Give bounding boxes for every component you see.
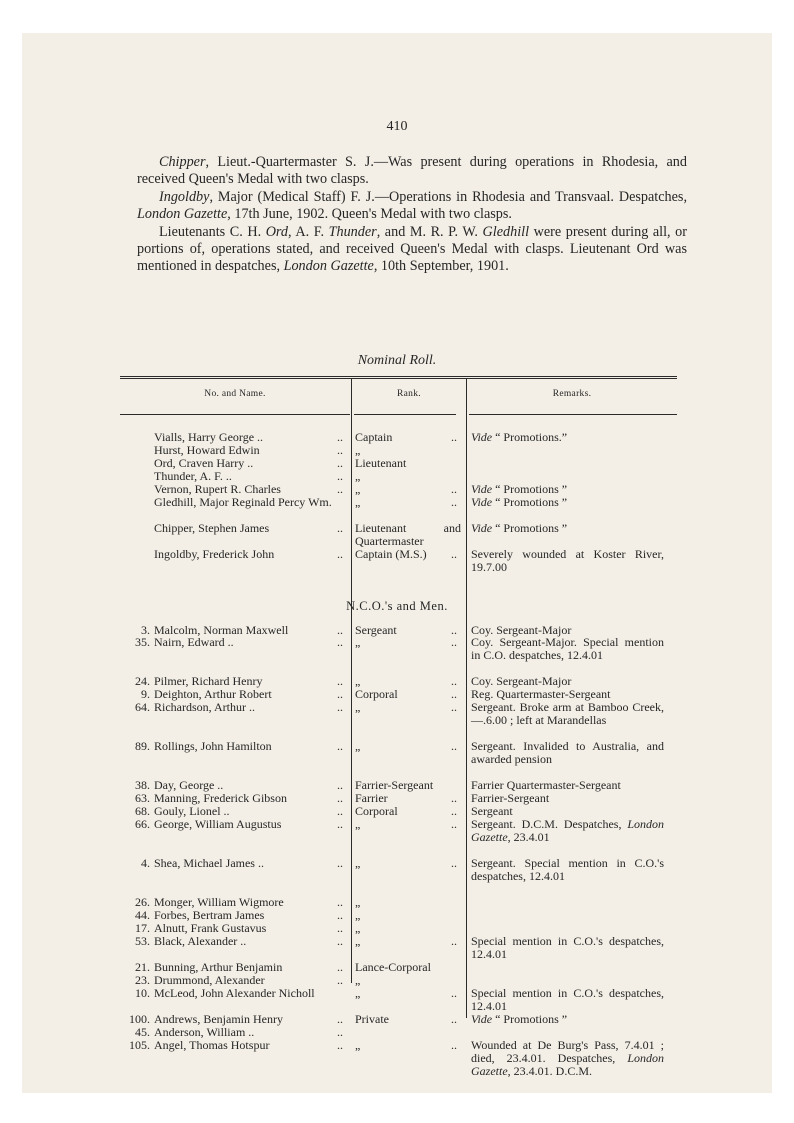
roll-name: Hurst, Howard Edwin xyxy=(154,443,260,457)
leader-dots: .. xyxy=(337,960,343,974)
roll-number: 21. xyxy=(135,960,150,974)
roll-remarks: Severely wounded at Koster River, 19.7.00 xyxy=(471,547,664,574)
roll-number: 10. xyxy=(135,986,150,1000)
roll-number: 64. xyxy=(135,700,150,714)
intro-body: , Major (Medical Staff) F. J.—Operations in Rhodesia and Transvaal. Despatches, London Gazette, 17th June, 1902. Queen's Medal with two clasps. xyxy=(137,188,687,223)
roll-remarks: Vide “ Promotions ” xyxy=(471,1012,568,1026)
intro-body: , A. F. Thunder, and M. R. P. W. Gledhill were present during all, or portions of, operations stated, and received Queen's Medal with clasps. Lieutenant Ord was mentioned in despatches, London Gazette, 10th September, 1901. xyxy=(137,223,687,275)
roll-name: Nairn, Edward .. xyxy=(154,635,234,649)
roll-rank: „ xyxy=(355,495,361,509)
roll-name: Vernon, Rupert R. Charles xyxy=(154,482,281,496)
intro-surname: Chipper xyxy=(159,154,206,170)
roll-rank: „ xyxy=(355,986,361,1000)
column-divider-remarks xyxy=(466,378,467,1018)
roll-name: McLeod, John Alexander Nicholl xyxy=(154,986,315,1000)
roll-remarks: Sergeant. Special mention in C.O.'s despatches, 12.4.01 xyxy=(471,856,664,883)
roll-rank: Sergeant xyxy=(355,623,397,637)
header-rule-remarks xyxy=(469,414,677,415)
roll-name: Day, George .. xyxy=(154,778,224,792)
leader-dots: .. xyxy=(451,547,457,561)
roll-name: Gouly, Lionel .. xyxy=(154,804,230,818)
leader-dots: .. xyxy=(451,817,457,831)
roll-name: Andrews, Benjamin Henry xyxy=(154,1012,283,1026)
roll-name: Black, Alexander .. xyxy=(154,934,247,948)
roll-remarks: Farrier-Sergeant xyxy=(471,791,550,805)
leader-dots: .. xyxy=(337,443,343,457)
leader-dots: .. xyxy=(451,791,457,805)
leader-dots: .. xyxy=(337,1025,343,1039)
roll-number: 17. xyxy=(135,921,150,935)
roll-rank: Lieutenant and Quartermaster xyxy=(355,521,461,548)
intro-paragraph-chipper xyxy=(137,154,687,189)
scanned-page xyxy=(22,33,772,1093)
header-rank: Rank. xyxy=(397,389,421,399)
roll-name: Manning, Frederick Gibson xyxy=(154,791,287,805)
roll-remarks: Reg. Quartermaster-Sergeant xyxy=(471,687,611,701)
roll-remarks: Sergeant. D.C.M. Despatches, London Gazette, 23.4.01 xyxy=(471,817,664,844)
header-remarks: Remarks. xyxy=(552,389,592,399)
roll-number: 63. xyxy=(135,791,150,805)
roll-name: Richardson, Arthur .. xyxy=(154,700,255,714)
roll-name: Rollings, John Hamilton xyxy=(154,739,272,753)
leader-dots: .. xyxy=(337,430,343,444)
roll-remarks: Coy. Sergeant-Major xyxy=(471,623,572,637)
roll-remarks: Coy. Sergeant-Major. Special mention in C.O. despatches, 12.4.01 xyxy=(471,635,664,662)
leader-dots: .. xyxy=(337,921,343,935)
intro-body: , Lieut.-Quartermaster S. J.—Was present during operations in Rhodesia, and received Queen's Medal with two clasps. xyxy=(137,154,687,188)
leader-dots: .. xyxy=(337,1012,343,1026)
roll-name: Drummond, Alexander xyxy=(154,973,265,987)
leader-dots: .. xyxy=(337,674,343,688)
leader-dots: .. xyxy=(337,973,343,987)
roll-rank: „ xyxy=(355,443,361,457)
roll-number: 44. xyxy=(135,908,150,922)
roll-rank: Farrier xyxy=(355,791,388,805)
leader-dots: .. xyxy=(337,804,343,818)
intro-lead: Lieutenants C. H. xyxy=(159,223,266,240)
roll-name: George, William Augustus xyxy=(154,817,282,831)
intro-text xyxy=(137,154,687,276)
leader-dots: .. xyxy=(337,635,343,649)
roll-number: 9. xyxy=(141,687,150,701)
roll-name: Malcolm, Norman Maxwell xyxy=(154,623,289,637)
leader-dots: .. xyxy=(337,687,343,701)
roll-name: Ord, Craven Harry .. xyxy=(154,456,254,470)
leader-dots: .. xyxy=(337,456,343,470)
roll-number: 68. xyxy=(135,804,150,818)
roll-remarks: Farrier Quartermaster-Sergeant xyxy=(471,778,621,792)
roll-remarks: Vide “ Promotions ” xyxy=(471,495,568,509)
roll-name: Anderson, William .. xyxy=(154,1025,255,1039)
roll-rank: Captain (M.S.) xyxy=(355,547,427,561)
roll-number: 3. xyxy=(141,623,150,637)
roll-number: 100. xyxy=(129,1012,150,1026)
leader-dots: .. xyxy=(451,674,457,688)
roll-name: Angel, Thomas Hotspur xyxy=(154,1038,270,1052)
table-top-rule-double xyxy=(120,378,677,379)
header-rule-name xyxy=(120,414,350,415)
roll-rank: Corporal xyxy=(355,804,398,818)
intro-surname: Ingoldby xyxy=(159,188,210,205)
roll-name: Forbes, Bertram James xyxy=(154,908,265,922)
column-divider-rank xyxy=(351,378,352,983)
leader-dots: .. xyxy=(337,700,343,714)
leader-dots: .. xyxy=(337,895,343,909)
roll-remarks: Sergeant xyxy=(471,804,513,818)
nominal-roll-title: Nominal Roll. xyxy=(357,353,437,368)
leader-dots: .. xyxy=(451,430,457,444)
men-section-title: N.C.O.'s and Men. xyxy=(346,599,448,613)
roll-rank: „ xyxy=(355,1038,361,1052)
roll-rank: Private xyxy=(355,1012,389,1026)
roll-number: 24. xyxy=(135,674,150,688)
page-number: 410 xyxy=(386,119,408,134)
roll-rank: „ xyxy=(355,739,361,753)
roll-remarks: Coy. Sergeant-Major xyxy=(471,674,572,688)
leader-dots: .. xyxy=(451,739,457,753)
leader-dots: .. xyxy=(337,739,343,753)
leader-dots: .. xyxy=(337,908,343,922)
roll-rank: „ xyxy=(355,674,361,688)
roll-remarks: Vide “ Promotions.” xyxy=(471,430,568,444)
table-top-rule xyxy=(120,376,677,377)
leader-dots: .. xyxy=(451,804,457,818)
leader-dots: .. xyxy=(451,1038,457,1052)
roll-remarks: Special mention in C.O.'s despatches, 12.4.01 xyxy=(471,986,664,1013)
leader-dots: .. xyxy=(337,791,343,805)
roll-rank: „ xyxy=(355,895,361,909)
leader-dots: .. xyxy=(451,700,457,714)
roll-number: 53. xyxy=(135,934,150,948)
roll-number: 66. xyxy=(135,817,150,831)
roll-number: 89. xyxy=(135,739,150,753)
header-rule-rank xyxy=(354,414,456,415)
leader-dots: .. xyxy=(337,521,343,535)
roll-number: 26. xyxy=(135,895,150,909)
leader-dots: .. xyxy=(337,469,343,483)
leader-dots: .. xyxy=(337,817,343,831)
roll-number: 4. xyxy=(141,856,150,870)
roll-name: Bunning, Arthur Benjamin xyxy=(154,960,283,974)
leader-dots: .. xyxy=(451,635,457,649)
leader-dots: .. xyxy=(337,547,343,561)
roll-rank: Captain xyxy=(355,430,393,444)
roll-remarks: Sergeant. Invalided to Australia, and awarded pension xyxy=(471,739,664,766)
roll-remarks: Sergeant. Broke arm at Bamboo Creek, —.6.00 ; left at Marandellas xyxy=(471,700,664,727)
roll-name: Deighton, Arthur Robert xyxy=(154,687,272,701)
leader-dots: .. xyxy=(451,856,457,870)
leader-dots: .. xyxy=(337,778,343,792)
intro-paragraph-ingoldby xyxy=(137,189,687,224)
roll-rank: „ xyxy=(355,635,361,649)
roll-number: 45. xyxy=(135,1025,150,1039)
roll-rank: „ xyxy=(355,856,361,870)
roll-name: Monger, William Wigmore xyxy=(154,895,284,909)
roll-name: Vialls, Harry George .. xyxy=(154,430,264,444)
roll-rank: Lieutenant xyxy=(355,456,407,470)
roll-rank: „ xyxy=(355,482,361,496)
roll-number: 38. xyxy=(135,778,150,792)
roll-remarks: Wounded at De Burg's Pass, 7.4.01 ; died, 23.4.01. Despatches, London Gazette, 23.4.01. D.C.M. xyxy=(471,1038,664,1078)
roll-rank: „ xyxy=(355,973,361,987)
roll-remarks: Vide “ Promotions ” xyxy=(471,521,568,535)
leader-dots: .. xyxy=(451,687,457,701)
roll-name: Thunder, A. F. .. xyxy=(154,469,232,483)
roll-number: 35. xyxy=(135,635,150,649)
leader-dots: .. xyxy=(451,482,457,496)
leader-dots: .. xyxy=(451,495,457,509)
roll-rank: Corporal xyxy=(355,687,398,701)
roll-rank: „ xyxy=(355,817,361,831)
roll-name: Shea, Michael James .. xyxy=(154,856,264,870)
leader-dots: .. xyxy=(451,1012,457,1026)
roll-name: Gledhill, Major Reginald Percy Wm. xyxy=(154,495,332,509)
roll-rank: „ xyxy=(355,934,361,948)
intro-paragraph-lieutenants xyxy=(137,224,687,276)
leader-dots: .. xyxy=(337,482,343,496)
leader-dots: .. xyxy=(337,856,343,870)
header-name: No. and Name. xyxy=(204,389,266,399)
leader-dots: .. xyxy=(451,934,457,948)
roll-rank: Lance-Corporal xyxy=(355,960,431,974)
roll-number: 105. xyxy=(129,1038,150,1052)
roll-rank: „ xyxy=(355,469,361,483)
roll-name: Ingoldby, Frederick John xyxy=(154,547,275,561)
intro-surname: Ord xyxy=(265,223,289,240)
roll-name: Alnutt, Frank Gustavus xyxy=(154,921,267,935)
roll-name: Chipper, Stephen James xyxy=(154,521,270,535)
roll-rank: „ xyxy=(355,908,361,922)
leader-dots: .. xyxy=(451,986,457,1000)
roll-name: Pilmer, Richard Henry xyxy=(154,674,263,688)
roll-remarks: Special mention in C.O.'s despatches, 12.4.01 xyxy=(471,934,664,961)
leader-dots: .. xyxy=(337,934,343,948)
roll-remarks: Vide “ Promotions ” xyxy=(471,482,568,496)
leader-dots: .. xyxy=(337,623,343,637)
roll-rank: Farrier-Sergeant xyxy=(355,778,434,792)
leader-dots: .. xyxy=(451,623,457,637)
leader-dots: .. xyxy=(337,1038,343,1052)
roll-rank: „ xyxy=(355,921,361,935)
roll-number: 23. xyxy=(135,973,150,987)
roll-rank: „ xyxy=(355,700,361,714)
